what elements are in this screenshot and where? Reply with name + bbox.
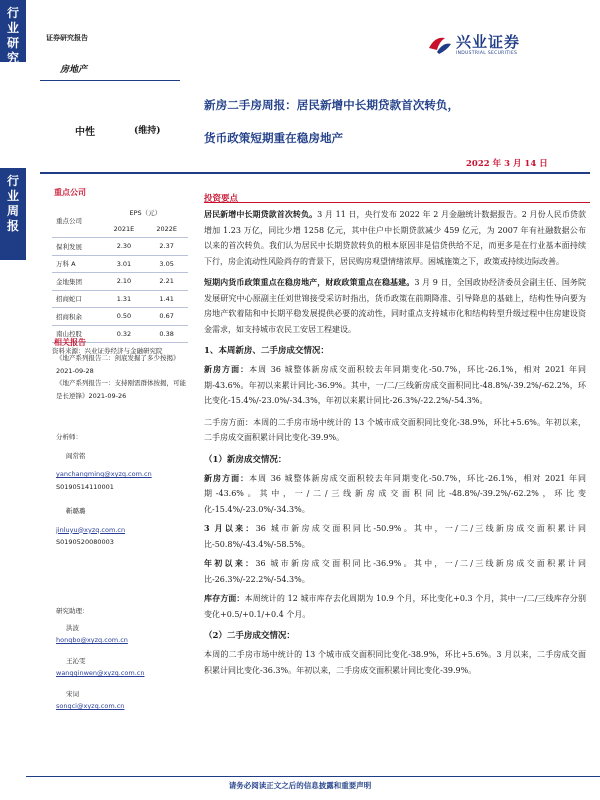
analyst-name: 靳璐璐: [66, 507, 86, 515]
side-tab-char: 报: [6, 219, 19, 233]
assistants-block: [56, 605, 190, 713]
eps-value: 2.37: [145, 238, 188, 256]
para-residential-loans: [204, 207, 586, 269]
side-tab-char: 业: [6, 21, 19, 35]
para-ytd: [204, 556, 586, 587]
key-points-divider: [204, 202, 590, 203]
analyst-id: S0190514110001: [56, 482, 114, 491]
analysts-block: [56, 431, 190, 549]
company-name: 招商积余: [52, 308, 103, 326]
side-tab-weekly-report: [0, 168, 26, 260]
para-text: 3 月 11 日，央行发布 2022 年 2 月金融统计数据报告。2 月份人民币贷款增加 1.23 万亿，同比少增 1258 亿元，其中住户中长期贷款减少 459 亿元，为 2007 年有社融数据公布以来的首次转负。我们认为居民中长期贷款转负的根本原因非是信贷供给不足，而更多是在行业基本面持续下行，房企流动性风险尚存的背景下，居民购房观望情绪浓厚。困城施策之下，政策或持续边际改善。: [204, 210, 586, 266]
para-lead: 新房方面：: [204, 364, 250, 374]
eps-value: 1.31: [103, 290, 146, 308]
analyst-id: S0190520080003: [56, 538, 114, 546]
analysts-heading: 分析师：: [56, 433, 82, 441]
footer-divider: [26, 776, 600, 777]
assistant-email[interactable]: songci@xyzq.com.cn: [56, 702, 125, 710]
table-row: [52, 308, 188, 326]
report-title-line2: 货币政策短期重在稳房地产: [204, 131, 344, 145]
para-lead: 库存方面：: [204, 593, 245, 603]
para-lead: 年初以来：: [204, 558, 256, 568]
rating-label: 中性: [75, 127, 95, 138]
assistant-name: 洪波: [66, 623, 79, 632]
eps-value: 0.38: [145, 325, 188, 343]
para-new-weekly: [204, 471, 586, 518]
para-new-homes: [204, 362, 586, 409]
company-name: 万科 A: [52, 255, 103, 273]
para-second-hand: 二手房方面：本周的二手房市场中统计的 13 个城市成交面积同比变化-38.9%，环比+5.6%。年初以来，二手房成交面积累计同比变化-39.9%。: [204, 417, 586, 442]
para-monetary-policy: [204, 275, 586, 337]
para-lead: 短期内货币政策重点在稳房地产，财政政策重点在稳基建。: [204, 277, 415, 287]
para-second-hand-detail: 本周的二手房市场中统计的 13 个城市成交面积同比变化-38.9%，环比+5.6%。3 月以来，二手房成交面积累计同比变化-36.3%。年初以来，二手房成交面积累计同比变化-39.9%。: [204, 650, 586, 675]
assistants-heading: 研究助理：: [56, 607, 89, 615]
eps-value: 0.32: [103, 325, 146, 343]
eps-value: 2.10: [103, 273, 146, 291]
para-text: 3 月 9 日，全国政协经济委员会副主任、国务院发展研究中心原副主任刘世锦接受采访时指出，货币政策在前期降准、引导降息的基础上，结构性导向要为房地产软着陆和中长期平稳发展提供必要的流动性，同时重点支持城市化和结构转型升级过程中住房建设资金需求，如支持城市农民工安居工程建设。: [204, 278, 587, 334]
para-text: 本周 36 城整体新房成交面积较去年同期变化-50.7%，环比-26.1%，相对 2021 年同期-43.6%。其中，一/二/三线新房成交面积同比-48.8%/-39.2%/-62.2%，环比变化-15.4%/-23.0%/-34.3%。: [204, 473, 587, 514]
table-row: [52, 290, 188, 308]
section-heading: （2）二手房成交情况：: [204, 631, 295, 641]
side-tab-char: 行: [6, 174, 19, 188]
company-name: 招商蛇口: [52, 290, 103, 308]
report-date: 2022 年 3 月 14 日: [466, 159, 548, 169]
para-march: [204, 521, 586, 552]
industry-label: 房地产: [60, 65, 88, 75]
related-report-link[interactable]: 《地产系列报告二：剑底发掘了多少按揭》2021-09-28: [56, 354, 180, 375]
side-tab-char: 周: [6, 204, 19, 218]
side-tab-char: 究: [6, 51, 19, 65]
analyst-email[interactable]: yanchangming@xyzq.com.cn: [56, 470, 152, 478]
company-logo: [427, 34, 520, 56]
para-inventory: [204, 591, 586, 622]
title-divider: [40, 172, 590, 174]
assistant-name: 宋词: [66, 689, 79, 698]
key-companies-table: [52, 204, 188, 358]
side-tab-industry-research: [0, 0, 26, 65]
assistant-email[interactable]: hongbo@xyzq.com.cn: [56, 636, 128, 644]
logo-mark-icon: [427, 34, 453, 56]
eps-value: 0.50: [103, 308, 146, 326]
analyst-email[interactable]: jinluyu@xyzq.com.cn: [56, 525, 126, 534]
year-col: 2022E: [145, 221, 188, 238]
footer-disclaimer[interactable]: 请务必阅读正文之后的信息披露和重要声明: [228, 781, 372, 790]
para-lead: 居民新增中长期贷款首次转负。: [204, 209, 318, 219]
para-text: 本周 36 城整体新房成交面积较去年同期变化-50.7%，环比-26.1%，相对 2021 年同期-43.6%。年初以来累计同比-36.9%。其中，一/二/三线新房成交面积同比-48.8%/-39.2%/-62.2%，环比变化-15.4%/-23.0%/-34.3%，年初以来累计同比-26.3%/-22.2%/-54.3%。: [204, 365, 587, 405]
side-tab-char: 行: [6, 6, 19, 20]
company-name: 南山控股: [52, 325, 103, 343]
para-text: 本周统计的 12 城市库存去化周期为 10.9 个月，环比变化+0.3 个月，其中一/二/三线库存分别变化+0.5/+0.1/+0.4 个月。: [204, 594, 586, 619]
company-name: 保利发展: [52, 238, 103, 256]
key-points-heading: 投资要点: [204, 194, 239, 204]
related-reports-heading: 相关报告: [54, 337, 86, 347]
table-source: 资料来源：兴业证券经济与金融研究院: [52, 347, 163, 355]
key-companies-heading: 重点公司: [54, 187, 86, 197]
year-col: 2021E: [103, 221, 146, 238]
table-row: [52, 238, 188, 256]
col-company: 重点公司: [52, 204, 103, 238]
header-divider: [40, 80, 180, 81]
assistant-email[interactable]: wangqinwen@xyzq.com.cn: [56, 669, 145, 677]
table-row: [52, 255, 188, 273]
para-lead: 3 月以来：: [204, 523, 256, 533]
eps-header: EPS（元）: [129, 208, 162, 217]
para-text: 36 城市新房成交面积同比-36.9%。其中，一/二/三线新房成交面积累计同比-26.3%/-22.2%/-54.3%。: [204, 559, 587, 584]
report-body: [204, 207, 586, 678]
eps-value: 3.01: [103, 255, 146, 273]
section-heading: 1、本周新房、二手房成交情况：: [204, 346, 329, 356]
eps-value: 1.41: [145, 290, 188, 308]
para-lead: 新房方面：: [204, 472, 250, 483]
related-report-link[interactable]: 《地产系列报告一：支持刚需群体按揭，可能是长逆锋》2021-09-26: [56, 379, 186, 400]
rating-change: (维持): [134, 126, 161, 136]
eps-value: 0.67: [145, 308, 188, 326]
side-tab-char: 研: [6, 36, 19, 50]
related-reports-list: [56, 352, 190, 402]
table-row: [52, 273, 188, 291]
side-tab-char: 业: [6, 189, 19, 203]
report-title-line1: 新房二手房周报：居民新增中长期贷款首次转负，: [204, 98, 460, 112]
analyst-name: 阎常铭: [66, 451, 86, 460]
logo-text-en: INDUSTRIAL SECURITIES: [456, 51, 518, 56]
company-name: 金地集团: [52, 273, 103, 291]
para-text: 36 城市新房成交面积同比-50.9%。其中，一/二/三线新房成交面积累计同比-50.8%/-43.4%/-58.5%。: [204, 524, 586, 549]
assistant-name: 王沁雯: [66, 656, 86, 665]
report-type: 证券研究报告: [46, 34, 88, 42]
eps-value: 2.30: [103, 238, 146, 256]
eps-value: 3.05: [145, 255, 188, 273]
logo-text-cn: 兴业证券: [456, 33, 521, 51]
section-heading: （1）新房成交情况：: [204, 454, 287, 465]
eps-value: 2.21: [145, 273, 188, 291]
